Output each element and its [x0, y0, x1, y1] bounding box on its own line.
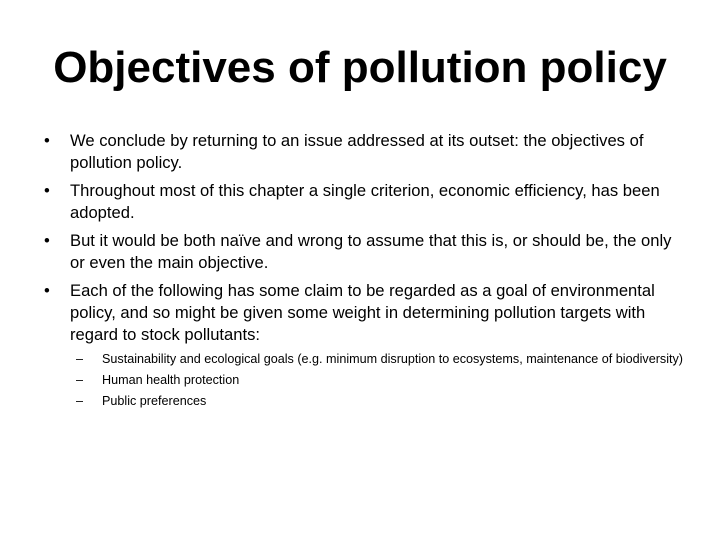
- slide-title: Objectives of pollution policy: [53, 43, 667, 92]
- bullet-marker: •: [44, 231, 50, 250]
- bullet-text: Throughout most of this chapter a single criterion, economic efficiency, has been adopted.: [70, 181, 660, 222]
- sub-bullet-list: [70, 350, 684, 410]
- sub-bullet-marker: –: [76, 394, 84, 408]
- sub-bullet-item: [70, 371, 684, 389]
- bullet-text: But it would be both naïve and wrong to assume that this is, or should be, the only or even the main objective.: [70, 231, 672, 272]
- bullet-item: [44, 180, 684, 224]
- bullet-item: [44, 130, 684, 174]
- sub-bullet-text: Human health protection: [102, 373, 240, 387]
- bullet-marker: •: [44, 281, 50, 300]
- sub-bullet-text: Sustainability and ecological goals (e.g. minimum disruption to ecosystems, maintenance of biodiversity): [102, 352, 683, 366]
- bullet-item: [44, 280, 684, 410]
- sub-bullet-marker: –: [76, 352, 84, 366]
- bullet-marker: •: [44, 131, 50, 150]
- bullet-text: We conclude by returning to an issue addressed at its outset: the objectives of pollution policy.: [70, 131, 644, 172]
- bullet-item: [44, 230, 684, 274]
- sub-bullet-item: [70, 392, 684, 410]
- sub-bullet-marker: –: [76, 373, 84, 387]
- bullet-list: [44, 130, 684, 416]
- sub-bullet-text: Public preferences: [102, 394, 207, 408]
- sub-bullet-item: [70, 350, 684, 368]
- bullet-marker: •: [44, 181, 50, 200]
- bullet-text: Each of the following has some claim to be regarded as a goal of environmental policy, and so might be given some weight in determining pollution targets with regard to stock pollutants:: [70, 281, 655, 344]
